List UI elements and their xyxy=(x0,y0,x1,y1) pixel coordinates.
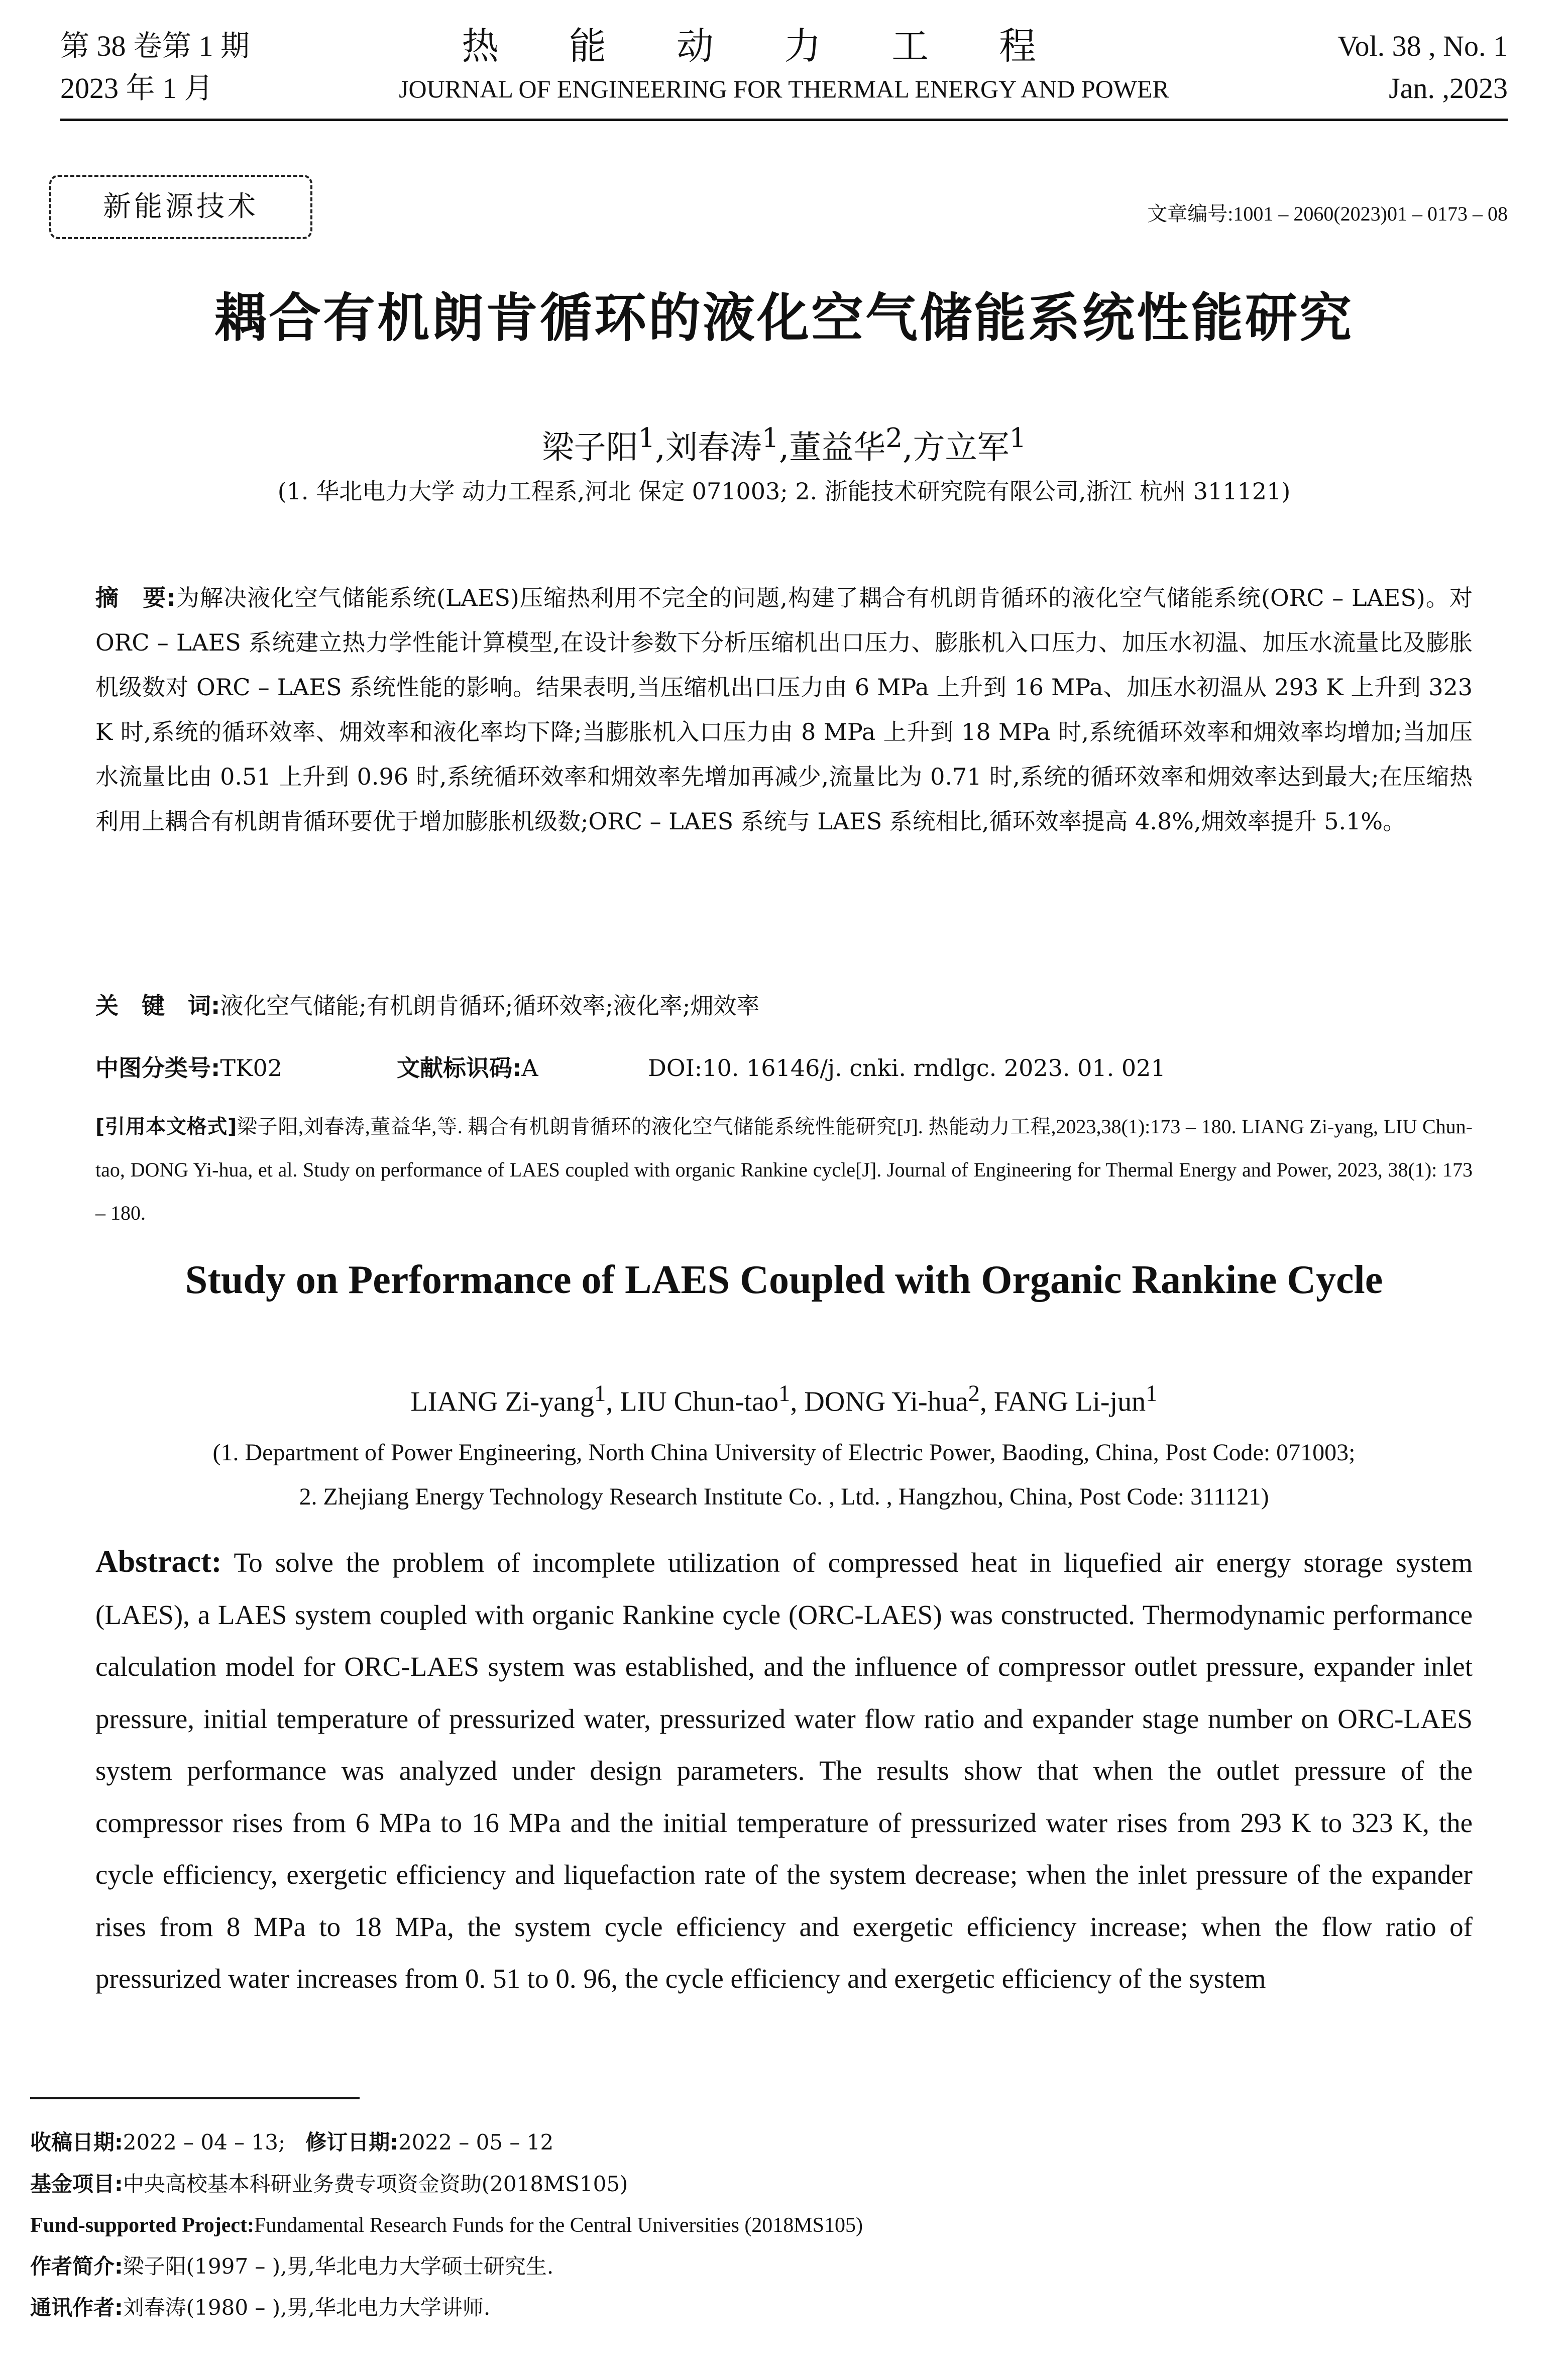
affiliation-en-line: 2. Zhejiang Energy Technology Research Institute Co. , Ltd. , Hangzhou, China, Post Code: 311121) xyxy=(299,1483,1269,1510)
abstract-cn-text: 为解决液化空气储能系统(LAES)压缩热利用不完全的问题,构建了耦合有机朗肯循环的液化空气储能系统(ORC – LAES)。对 ORC – LAES 系统建立热力学性能计算模型,在设计参数下分析压缩机出口压力、膨胀机入口压力、加压水初温、加压水流量比及膨胀机级数对 ORC – LAES 系统性能的影响。结果表明,当压缩机出口压力由 6 MPa 上升到 16 MPa、加压水初温从 293 K 上升到 323 K 时,系统的循环效率、㶲效率和液化率均下降;当膨胀机入口压力由 8 MPa 上升到 18 MPa 时,系统循环效率和㶲效率均增加;当加压水流量比由 0.51 上升到 0.96 时,系统循环效率和㶲效率先增加再减少,流量比为 0.71 时,系统的循环效率和㶲效率达到最大;在压缩热利用上耦合有机朗肯循环要优于增加膨胀机级数;ORC – LAES 系统与 LAES 系统相比,循环效率提高 4.8%,㶲效率提升 5.1%。 xyxy=(95,584,1473,835)
abstract-en-text: To solve the problem of incomplete utilization of compressed heat in liquefied air energy storage system (LAES), a LAES system coupled with organic Rankine cycle (ORC-LAES) was constructed. Thermodynamic performance calculation model for ORC-LAES system was established, and the influence of compressor outlet pressure, expander inlet pressure, initial temperature of pressurized water, pressurized water flow ratio and expander stage number on ORC-LAES system performance was analyzed under design parameters. The results show that when the outlet pressure of the compressor rises from 6 MPa to 16 MPa and the initial temperature of pressurized water rises from 293 K to 323 K, the cycle efficiency, exergetic efficiency and liquefaction rate of the system decrease; when the inlet pressure of the expander rises from 8 MPa to 18 MPa, the system cycle efficiency and exergetic efficiency increase; when the flow ratio of pressurized water increases from 0. 51 to 0. 96, the cycle efficiency and exergetic efficiency of the system xyxy=(95,1547,1473,1994)
corresponding-author: 刘春涛(1980 – ),男,华北电力大学讲师. xyxy=(123,2295,491,2320)
volume-number-en: Vol. 38 , No. 1 xyxy=(1337,30,1508,62)
author-name: 方立军 xyxy=(913,429,1010,467)
author-sup: 2 xyxy=(885,422,903,454)
issue-date: 2023 年 1 月 xyxy=(60,72,213,104)
header-rule xyxy=(60,119,1508,121)
fund-cn: 中央高校基本科研业务费专项资金资助(2018MS105) xyxy=(123,2172,628,2196)
author-sup: 1 xyxy=(1146,1380,1158,1407)
title-en: Study on Performance of LAES Coupled with Organic Rankine Cycle xyxy=(185,1258,1383,1302)
abstract-cn xyxy=(95,576,1473,844)
keywords-label: 关 键 词: xyxy=(95,992,220,1019)
keywords-text: 液化空气储能;有机朗肯循环;循环效率;液化率;㶲效率 xyxy=(220,992,760,1019)
doc-code: A xyxy=(521,1054,538,1082)
clc-label: 中图分类号: xyxy=(95,1054,220,1082)
author-sup: 1 xyxy=(778,1380,791,1407)
author-name: LIU Chun-tao xyxy=(620,1386,779,1418)
authors-en: LIANG Zi-yang$^1$, LIU Chun-tao$^1$, DONG Yi-hua$^2$, FANG Li-jun$^1$ xyxy=(410,1380,1158,1418)
footnote-author xyxy=(30,2251,1512,2282)
footnote-dates xyxy=(30,2127,1512,2158)
column-badge: 新能源技术 xyxy=(49,175,312,239)
footnote-rule xyxy=(30,2097,360,2099)
journal-title-cn: 热能动力工程 xyxy=(462,26,1106,67)
title-cn: 耦合有机朗肯循环的液化空气储能系统性能研究 xyxy=(214,287,1354,349)
doc-code-label: 文献标识码: xyxy=(397,1054,522,1082)
author-bio-label: 作者简介: xyxy=(30,2254,123,2279)
revised-label: 修订日期: xyxy=(305,2130,398,2155)
author-sup: 1 xyxy=(1009,422,1027,454)
author-name: 董益华 xyxy=(789,429,886,467)
article-number: 文章编号:1001 – 2060(2023)01 – 0173 – 08 xyxy=(1147,202,1508,225)
author-name: 梁子阳 xyxy=(541,429,638,467)
author-name: 刘春涛 xyxy=(665,429,762,467)
affiliation-en xyxy=(0,1431,1568,1519)
fund-en-label: Fund-supported Project: xyxy=(30,2214,255,2237)
corresponding-label: 通讯作者: xyxy=(30,2295,123,2320)
citation xyxy=(95,1105,1473,1235)
fund-en: Fundamental Research Funds for the Central Universities (2018MS105) xyxy=(254,2214,863,2237)
revised-date: 2022 – 05 – 12 xyxy=(398,2130,554,2155)
author-bio: 梁子阳(1997 – ),男,华北电力大学硕士研究生. xyxy=(123,2254,554,2279)
received-label: 收稿日期: xyxy=(30,2130,123,2155)
author-sup: 1 xyxy=(761,422,779,454)
footnote-fund-en xyxy=(30,2210,1512,2240)
clc-code: TK02 xyxy=(220,1054,282,1082)
footnote-fund-cn xyxy=(30,2169,1512,2199)
fund-cn-label: 基金项目: xyxy=(30,2172,123,2196)
authors-cn: 梁子阳$^1$,刘春涛$^1$,董益华$^2$,方立军$^1$ xyxy=(541,422,1027,467)
doi-label: DOI: xyxy=(648,1054,703,1082)
author-sup: 2 xyxy=(968,1380,980,1407)
abstract-en-label: Abstract: xyxy=(95,1545,222,1579)
classification-line xyxy=(95,1046,1473,1091)
received-date: 2022 – 04 – 13; xyxy=(123,2130,286,2155)
author-name: DONG Yi-hua xyxy=(804,1386,968,1418)
affiliation-en-line: (1. Department of Power Engineering, North China University of Electric Power, Baoding, China, Post Code: 071003; xyxy=(212,1439,1356,1466)
citation-text: 梁子阳,刘春涛,董益华,等. 耦合有机朗肯循环的液化空气储能系统性能研究[J]. 热能动力工程,2023,38(1):173 – 180. LIANG Zi-yang, LIU Chun-tao, DONG Yi-hua, et al. Study on performance of LAES coupled with organic Rankine cycle[J]. Journal of Engineering for Thermal Energy and Power, 2023, 38(1): 173 – 180. xyxy=(95,1115,1473,1224)
author-name: FANG Li-jun xyxy=(993,1386,1146,1418)
issue-volume: 第 38 卷第 1 期 xyxy=(60,30,250,62)
author-name: LIANG Zi-yang xyxy=(410,1386,594,1418)
abstract-en xyxy=(95,1536,1473,2005)
citation-label: [引用本文格式] xyxy=(95,1115,237,1138)
journal-title-en: JOURNAL OF ENGINEERING FOR THERMAL ENERGY AND POWER xyxy=(399,75,1169,103)
doi: 10. 16146/j. cnki. rndlgc. 2023. 01. 021 xyxy=(702,1054,1166,1082)
abstract-cn-label: 摘 要: xyxy=(95,584,176,611)
issue-date-en: Jan. ,2023 xyxy=(1389,72,1508,104)
author-sup: 1 xyxy=(638,422,655,454)
author-sup: 1 xyxy=(594,1380,606,1407)
keywords-cn xyxy=(95,984,1473,1028)
affiliation-cn: (1. 华北电力大学 动力工程系,河北 保定 071003; 2. 浙能技术研究院有限公司,浙江 杭州 311121) xyxy=(277,478,1291,505)
footnote-corresponding xyxy=(30,2293,1512,2323)
